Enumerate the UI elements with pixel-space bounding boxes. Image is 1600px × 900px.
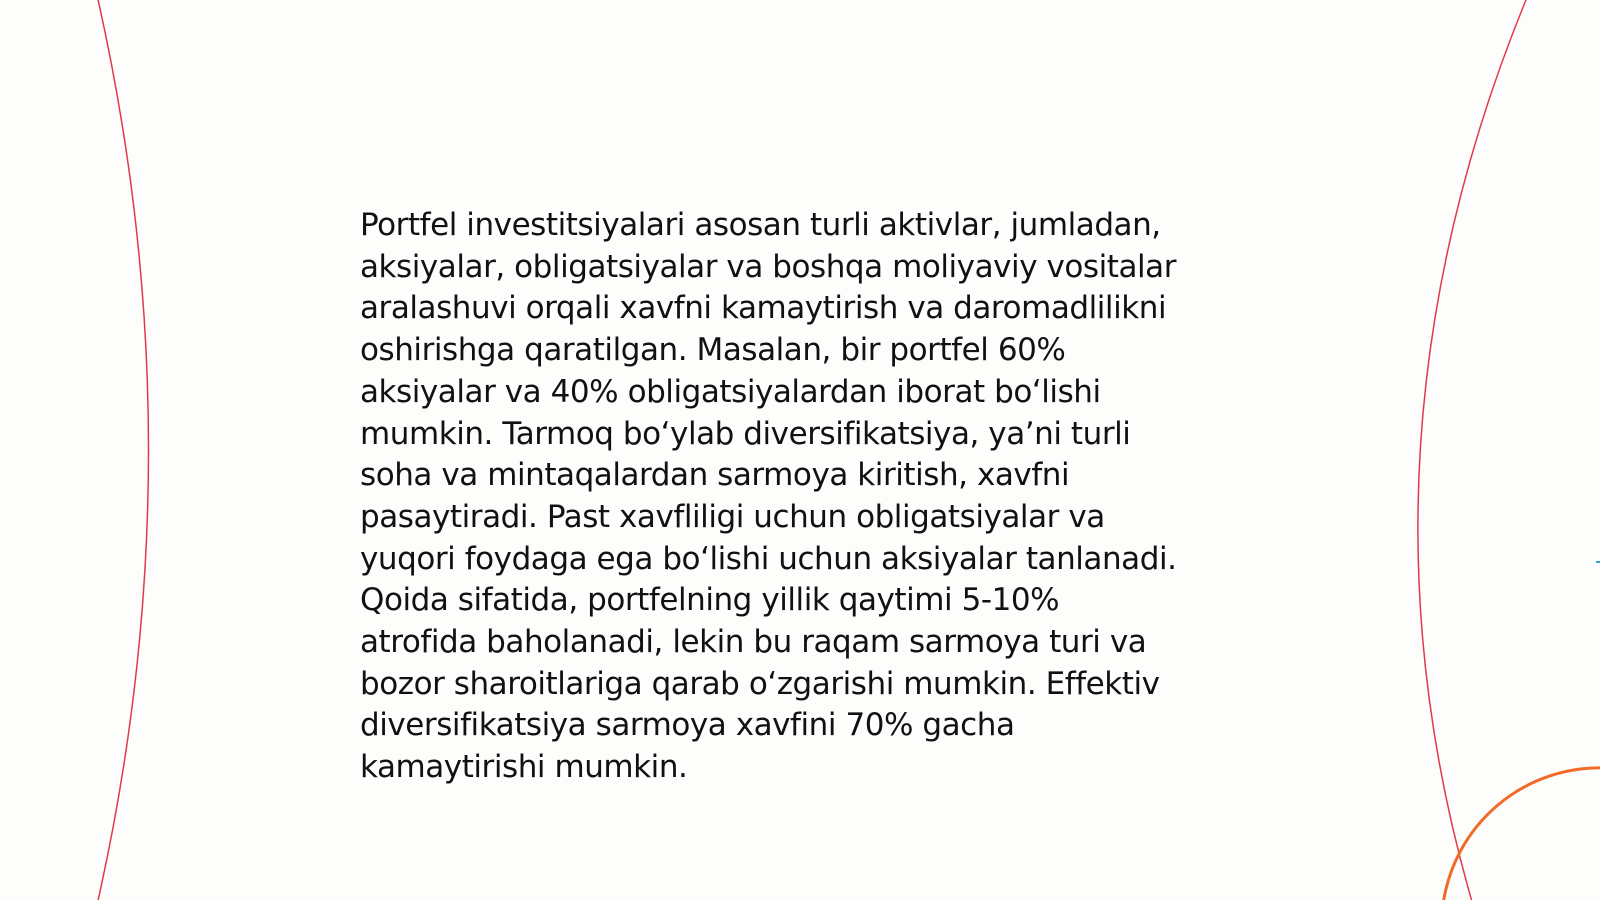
paragraph-line: kamaytirishi mumkin. [360, 749, 688, 786]
paragraph-line: yuqori foydaga ega bo‘lishi uchun aksiyalar tanlanadi. [360, 540, 1177, 577]
paragraph-line: Qoida sifatida, portfelning yillik qaytimi 5-10% [360, 582, 1060, 619]
body-paragraph [360, 205, 1260, 789]
paragraph-line: soha va mintaqalardan sarmoya kiritish, xavfni [360, 457, 1070, 494]
paragraph-line: diversifikatsiya sarmoya xavfini 70% gacha [360, 707, 1015, 744]
paragraph-line: aksiyalar, obligatsiyalar va boshqa moliyaviy vositalar [360, 248, 1177, 285]
paragraph-line: aralashuvi orqali xavfni kamaytirish va daromadlilikni [360, 290, 1167, 327]
right-decorative-curve [1418, 0, 1528, 900]
left-decorative-curve [97, 0, 149, 900]
paragraph-line: atrofida baholanadi, lekin bu raqam sarmoya turi va [360, 624, 1147, 661]
paragraph-line: oshirishga qaratilgan. Masalan, bir portfel 60% [360, 332, 1066, 369]
paragraph-line: aksiyalar va 40% obligatsiyalardan iborat bo‘lishi [360, 373, 1101, 410]
paragraph-line: mumkin. Tarmoq bo‘ylab diversifikatsiya, ya’ni turli [360, 415, 1131, 452]
paragraph-line: bozor sharoitlariga qarab o‘zgarishi mumkin. Effektiv [360, 665, 1160, 702]
paragraph-line: Portfel investitsiyalari asosan turli aktivlar, jumladan, [360, 207, 1161, 243]
paragraph-line: pasaytiradi. Past xavfliligi uchun obligatsiyalar va [360, 498, 1105, 535]
